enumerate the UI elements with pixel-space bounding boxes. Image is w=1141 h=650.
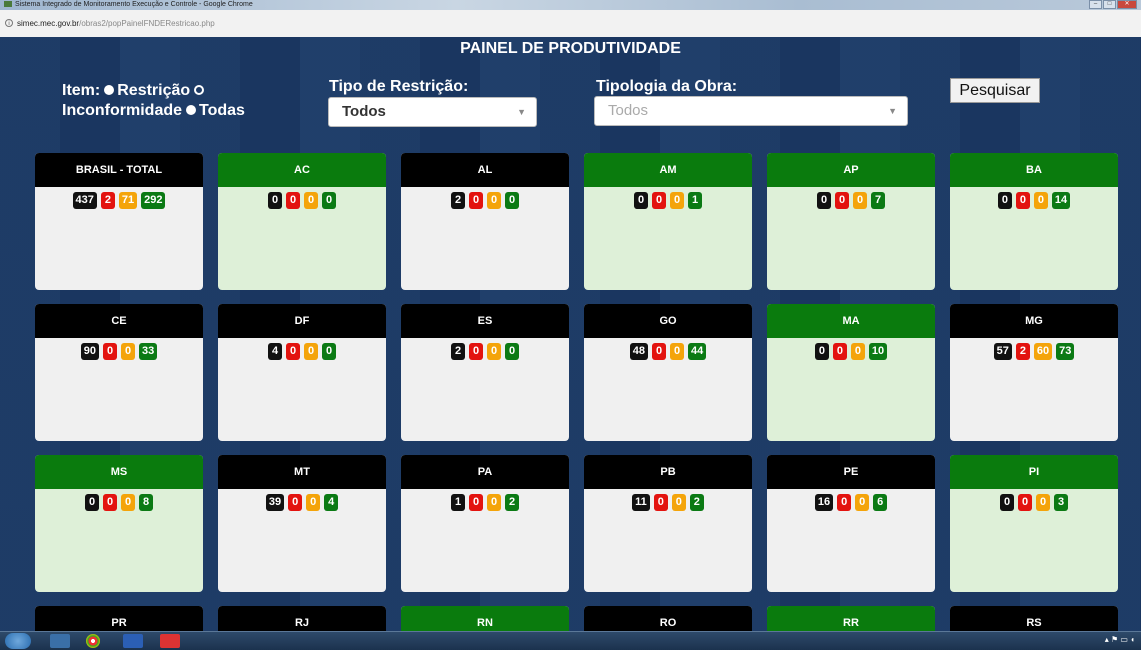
state-card[interactable] [35,606,203,631]
inconformidade-badge[interactable]: 0 [304,343,318,360]
concluida-badge[interactable]: 292 [141,192,165,209]
restricao-badge[interactable]: 0 [652,192,666,209]
state-card-title: ES [401,304,569,338]
badge-group [584,489,752,511]
restricao-badge[interactable]: 2 [1016,343,1030,360]
badge-group [584,187,752,209]
total-badge[interactable]: 0 [815,343,829,360]
badge-group [950,489,1118,511]
pdf-reader-icon[interactable] [160,634,180,648]
badge-group [35,489,203,511]
concluida-badge[interactable]: 2 [505,494,519,511]
total-badge[interactable]: 0 [634,192,648,209]
restricao-badge[interactable]: 0 [469,343,483,360]
concluida-badge[interactable]: 33 [139,343,157,360]
address-bar[interactable] [0,10,1141,38]
item-filter: Item: Restrição Inconformidade Todas [62,82,245,119]
badge-group [950,187,1118,209]
pesquisar-button[interactable]: Pesquisar [950,78,1040,103]
total-badge[interactable]: 39 [266,494,284,511]
badge-group [767,187,935,209]
state-card-title: DF [218,304,386,338]
inconformidade-badge[interactable]: 0 [670,192,684,209]
state-card[interactable] [218,455,386,592]
state-card-title: PR [35,606,203,631]
total-badge[interactable]: 0 [268,192,282,209]
url-text[interactable]: simec.mec.gov.br/obras2/popPainelFNDERestricao.php [17,19,215,28]
restricao-badge[interactable]: 0 [288,494,302,511]
chevron-down-icon: ▼ [517,107,526,117]
inconformidade-badge[interactable]: 0 [855,494,869,511]
total-badge[interactable]: 57 [994,343,1012,360]
tipologia-obra-label: Tipologia da Obra: [596,78,738,95]
total-badge[interactable]: 4 [268,343,282,360]
window-titlebar [0,0,1141,10]
tipologia-obra-select[interactable]: Todos ▼ [594,96,908,126]
state-card-title: PI [950,455,1118,489]
state-card[interactable] [950,304,1118,441]
state-card-title: RN [401,606,569,631]
badge-group [767,489,935,511]
state-card-title: AM [584,153,752,187]
inconformidade-badge[interactable]: 0 [304,192,318,209]
inconformidade-badge[interactable]: 0 [851,343,865,360]
total-badge[interactable]: 48 [630,343,648,360]
state-card[interactable] [584,153,752,290]
radio-todas[interactable] [186,105,196,115]
state-card-title: BRASIL - TOTAL [35,153,203,187]
restricao-badge[interactable]: 0 [652,343,666,360]
restricao-badge[interactable]: 2 [101,192,115,209]
badge-group [401,187,569,209]
total-badge[interactable]: 2 [451,343,465,360]
inconformidade-badge[interactable]: 71 [119,192,137,209]
concluida-badge[interactable]: 8 [139,494,153,511]
minimize-icon[interactable]: – [1089,0,1102,9]
state-card[interactable] [401,304,569,441]
state-card-title: BA [950,153,1118,187]
badge-group [218,338,386,360]
total-badge[interactable]: 90 [81,343,99,360]
badge-group [401,338,569,360]
restricao-badge[interactable]: 0 [286,343,300,360]
concluida-badge[interactable]: 6 [873,494,887,511]
explorer-icon[interactable] [50,634,70,648]
inconformidade-badge[interactable]: 0 [670,343,684,360]
state-card-title: GO [584,304,752,338]
state-card-title: PE [767,455,935,489]
badge-group [35,338,203,360]
state-card[interactable] [218,153,386,290]
state-card-title: MA [767,304,935,338]
state-card[interactable] [584,606,752,631]
state-card-title: MG [950,304,1118,338]
state-card-title: RS [950,606,1118,631]
total-badge[interactable]: 1 [451,494,465,511]
restricao-badge[interactable]: 0 [1016,192,1030,209]
concluida-badge[interactable]: 0 [505,192,519,209]
concluida-badge[interactable]: 4 [324,494,338,511]
total-badge[interactable]: 437 [73,192,97,209]
badge-group [950,338,1118,360]
state-card-title: RJ [218,606,386,631]
state-card[interactable] [767,606,935,631]
concluida-badge[interactable]: 44 [688,343,706,360]
chevron-down-icon: ▼ [888,106,897,116]
close-icon[interactable]: ✕ [1117,0,1137,9]
inconformidade-badge[interactable]: 0 [672,494,686,511]
state-card[interactable] [35,455,203,592]
concluida-badge[interactable]: 0 [505,343,519,360]
total-badge[interactable]: 0 [85,494,99,511]
concluida-badge[interactable]: 0 [322,343,336,360]
restricao-badge[interactable]: 0 [837,494,851,511]
restricao-badge[interactable]: 0 [1018,494,1032,511]
badge-group [218,187,386,209]
window-title: Sistema Integrado de Monitoramento Execução e Controle - Google Chrome [15,1,253,8]
badge-group [401,489,569,511]
restricao-badge[interactable]: 0 [654,494,668,511]
concluida-badge[interactable]: 0 [322,192,336,209]
state-card[interactable] [950,153,1118,290]
state-card-title: RR [767,606,935,631]
state-card-title: AC [218,153,386,187]
chrome-icon[interactable] [86,634,100,648]
state-card[interactable] [401,606,569,631]
state-card[interactable] [401,455,569,592]
state-card[interactable] [767,455,935,592]
restricao-badge[interactable]: 0 [469,192,483,209]
badge-group [218,489,386,511]
tipo-restricao-label: Tipo de Restrição: [329,78,469,95]
concluida-badge[interactable]: 73 [1056,343,1074,360]
state-card-title: RO [584,606,752,631]
state-card-title: PA [401,455,569,489]
inconformidade-badge[interactable]: 0 [306,494,320,511]
restricao-badge[interactable]: 0 [103,494,117,511]
state-card-title: AP [767,153,935,187]
inconformidade-badge[interactable]: 0 [487,494,501,511]
concluida-badge[interactable]: 10 [869,343,887,360]
start-button-icon[interactable] [5,633,31,649]
concluida-badge[interactable]: 14 [1052,192,1070,209]
tipo-restricao-select[interactable]: Todos ▼ [328,97,537,127]
restricao-badge[interactable]: 0 [469,494,483,511]
concluida-badge[interactable]: 3 [1054,494,1068,511]
restricao-badge[interactable]: 0 [833,343,847,360]
total-badge[interactable]: 16 [815,494,833,511]
total-badge[interactable]: 11 [632,494,650,511]
info-icon[interactable]: i [5,19,13,27]
state-card[interactable] [35,304,203,441]
inconformidade-badge[interactable]: 0 [121,494,135,511]
inconformidade-badge[interactable]: 60 [1034,343,1052,360]
inconformidade-badge[interactable]: 0 [487,343,501,360]
state-card[interactable] [950,455,1118,592]
state-card-title: MT [218,455,386,489]
state-card-title: AL [401,153,569,187]
total-badge[interactable]: 0 [817,192,831,209]
inconformidade-badge[interactable]: 0 [487,192,501,209]
radio-restricao[interactable] [104,85,114,95]
state-card[interactable] [767,304,935,441]
inconformidade-badge[interactable]: 0 [121,343,135,360]
state-card[interactable] [218,304,386,441]
page-title: PAINEL DE PRODUTIVIDADE [460,40,681,57]
restricao-badge[interactable]: 0 [835,192,849,209]
total-badge[interactable]: 0 [1000,494,1014,511]
concluida-badge[interactable]: 1 [688,192,702,209]
state-card-title: MS [35,455,203,489]
state-card[interactable] [401,153,569,290]
site-favicon-icon [4,1,12,7]
taskbar [0,631,1141,650]
badge-group [35,187,203,209]
system-tray: ▴ ⚑ ▭ ◖ [1104,635,1135,644]
inconformidade-badge[interactable]: 0 [853,192,867,209]
restricao-badge[interactable]: 0 [103,343,117,360]
state-card-title: CE [35,304,203,338]
badge-group [767,338,935,360]
badge-group [584,338,752,360]
concluida-badge[interactable]: 7 [871,192,885,209]
state-card[interactable] [584,455,752,592]
state-card[interactable] [584,304,752,441]
concluida-badge[interactable]: 2 [690,494,704,511]
page-content [0,37,1141,631]
word-icon[interactable] [123,634,143,648]
restricao-badge[interactable]: 0 [286,192,300,209]
state-card[interactable] [950,606,1118,631]
total-badge[interactable]: 0 [998,192,1012,209]
radio-inconformidade[interactable] [194,85,204,95]
state-card[interactable] [767,153,935,290]
state-card[interactable] [218,606,386,631]
state-card[interactable] [35,153,203,290]
window-controls [1088,0,1137,9]
state-card-title: PB [584,455,752,489]
total-badge[interactable]: 2 [451,192,465,209]
maximize-icon[interactable]: □ [1103,0,1116,9]
inconformidade-badge[interactable]: 0 [1034,192,1048,209]
inconformidade-badge[interactable]: 0 [1036,494,1050,511]
